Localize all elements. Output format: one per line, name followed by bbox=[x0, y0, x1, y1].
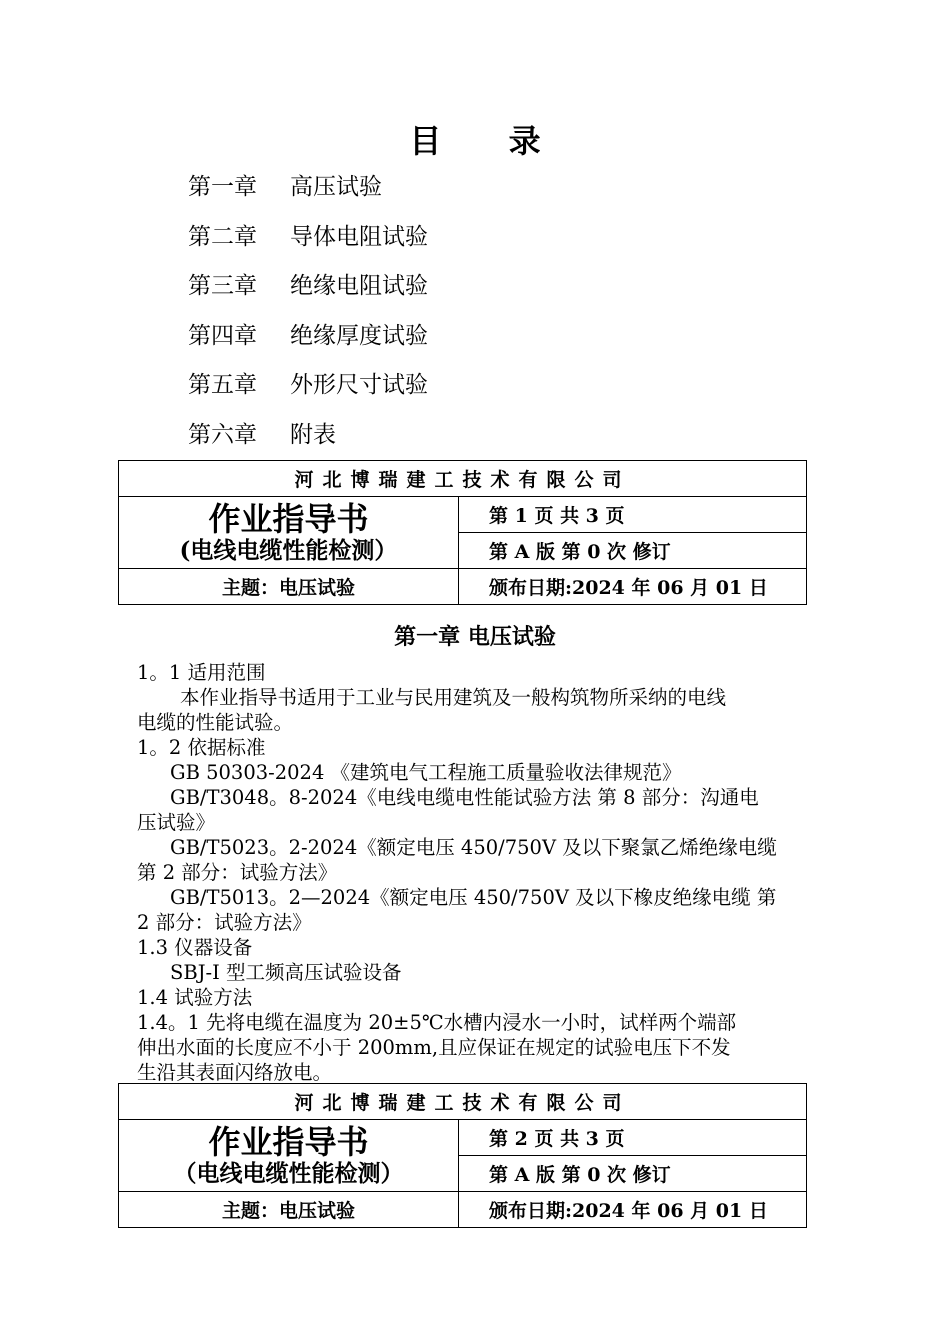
standard-reference: GB/T5023。2-2024《额定电压 450/750V 及以下聚氯乙烯绝缘电缆 bbox=[170, 836, 777, 859]
toc-chapter-number: 第六章 bbox=[188, 422, 257, 448]
toc-item[interactable] bbox=[188, 420, 336, 450]
version-info: 第 A 版 第 0 次 修订 bbox=[459, 533, 807, 569]
company-name: 河北博瑞建工技术有限公司 bbox=[119, 1084, 807, 1120]
toc-chapter-name: 附表 bbox=[290, 422, 336, 448]
document-title-cell bbox=[119, 1120, 459, 1192]
version-info: 第 A 版 第 0 次 修订 bbox=[459, 1156, 807, 1192]
issue-date: 颁布日期:2024 年 06 月 01 日 bbox=[459, 1192, 807, 1228]
toc-item[interactable] bbox=[188, 271, 428, 301]
toc-item[interactable] bbox=[188, 370, 428, 400]
toc-title: 目 录 bbox=[409, 122, 569, 160]
toc-item[interactable] bbox=[188, 222, 428, 252]
page-info: 第 1 页 共 3 页 bbox=[459, 497, 807, 533]
subject: 主题：电压试验 bbox=[119, 1192, 459, 1228]
document-header-table bbox=[118, 460, 807, 605]
standard-reference: GB/T5013。2—2024《额定电压 450/750V 及以下橡皮绝缘电缆 第 bbox=[170, 886, 777, 909]
document-subtitle: （电线电缆性能检测） bbox=[173, 1159, 404, 1187]
page-info: 第 2 页 共 3 页 bbox=[459, 1120, 807, 1156]
standard-reference: GB 50303-2024 《建筑电气工程施工质量验收法律规范》 bbox=[170, 761, 682, 784]
document-header-table bbox=[118, 1083, 807, 1228]
toc-chapter-name: 外形尺寸试验 bbox=[290, 372, 428, 398]
issue-date: 颁布日期:2024 年 06 月 01 日 bbox=[459, 569, 807, 605]
standard-reference: 压试验》 bbox=[137, 811, 216, 834]
toc-chapter-number: 第二章 bbox=[188, 224, 257, 250]
standard-reference: 第 2 部分：试验方法》 bbox=[137, 861, 338, 884]
toc-chapter-number: 第一章 bbox=[188, 174, 257, 200]
toc-chapter-name: 绝缘厚度试验 bbox=[290, 323, 428, 349]
body-text: 伸出水面的长度应不小于 200mm,且应保证在规定的试验电压下不发 bbox=[137, 1036, 731, 1059]
body-text: 生沿其表面闪络放电。 bbox=[137, 1061, 333, 1084]
toc-item[interactable] bbox=[188, 321, 428, 351]
standard-reference: 2 部分：试验方法》 bbox=[137, 911, 312, 934]
document-title: 作业指导书 bbox=[208, 499, 369, 538]
standard-reference: GB/T3048。8-2024《电线电缆电性能试验方法 第 8 部分：沟通电 bbox=[170, 786, 759, 809]
body-text: 1.4。1 先将电缆在温度为 20±5℃水槽内浸水一小时，试样两个端部 bbox=[137, 1011, 737, 1034]
toc-chapter-number: 第三章 bbox=[188, 273, 257, 299]
section-heading: 1。1 适用范围 bbox=[137, 661, 266, 684]
toc-chapter-name: 高压试验 bbox=[290, 174, 382, 200]
toc-chapter-number: 第四章 bbox=[188, 323, 257, 349]
body-text: SBJ-I 型工频高压试验设备 bbox=[170, 961, 402, 984]
chapter-heading: 第一章 电压试验 bbox=[394, 624, 556, 650]
toc-item[interactable] bbox=[188, 172, 382, 202]
body-text: 电缆的性能试验。 bbox=[137, 711, 294, 734]
section-heading: 1.3 仪器设备 bbox=[137, 936, 253, 959]
document-title: 作业指导书 bbox=[208, 1122, 369, 1161]
section-heading: 1。2 依据标准 bbox=[137, 736, 266, 759]
document-title-cell bbox=[119, 497, 459, 569]
section-heading: 1.4 试验方法 bbox=[137, 986, 253, 1009]
toc-chapter-name: 导体电阻试验 bbox=[290, 224, 428, 250]
company-name: 河北博瑞建工技术有限公司 bbox=[119, 461, 807, 497]
document-subtitle: (电线电缆性能检测） bbox=[179, 536, 398, 564]
toc-chapter-name: 绝缘电阻试验 bbox=[290, 273, 428, 299]
toc-chapter-number: 第五章 bbox=[188, 372, 257, 398]
subject: 主题：电压试验 bbox=[119, 569, 459, 605]
body-text: 本作业指导书适用于工业与民用建筑及一般构筑物所采纳的电线 bbox=[180, 686, 727, 709]
